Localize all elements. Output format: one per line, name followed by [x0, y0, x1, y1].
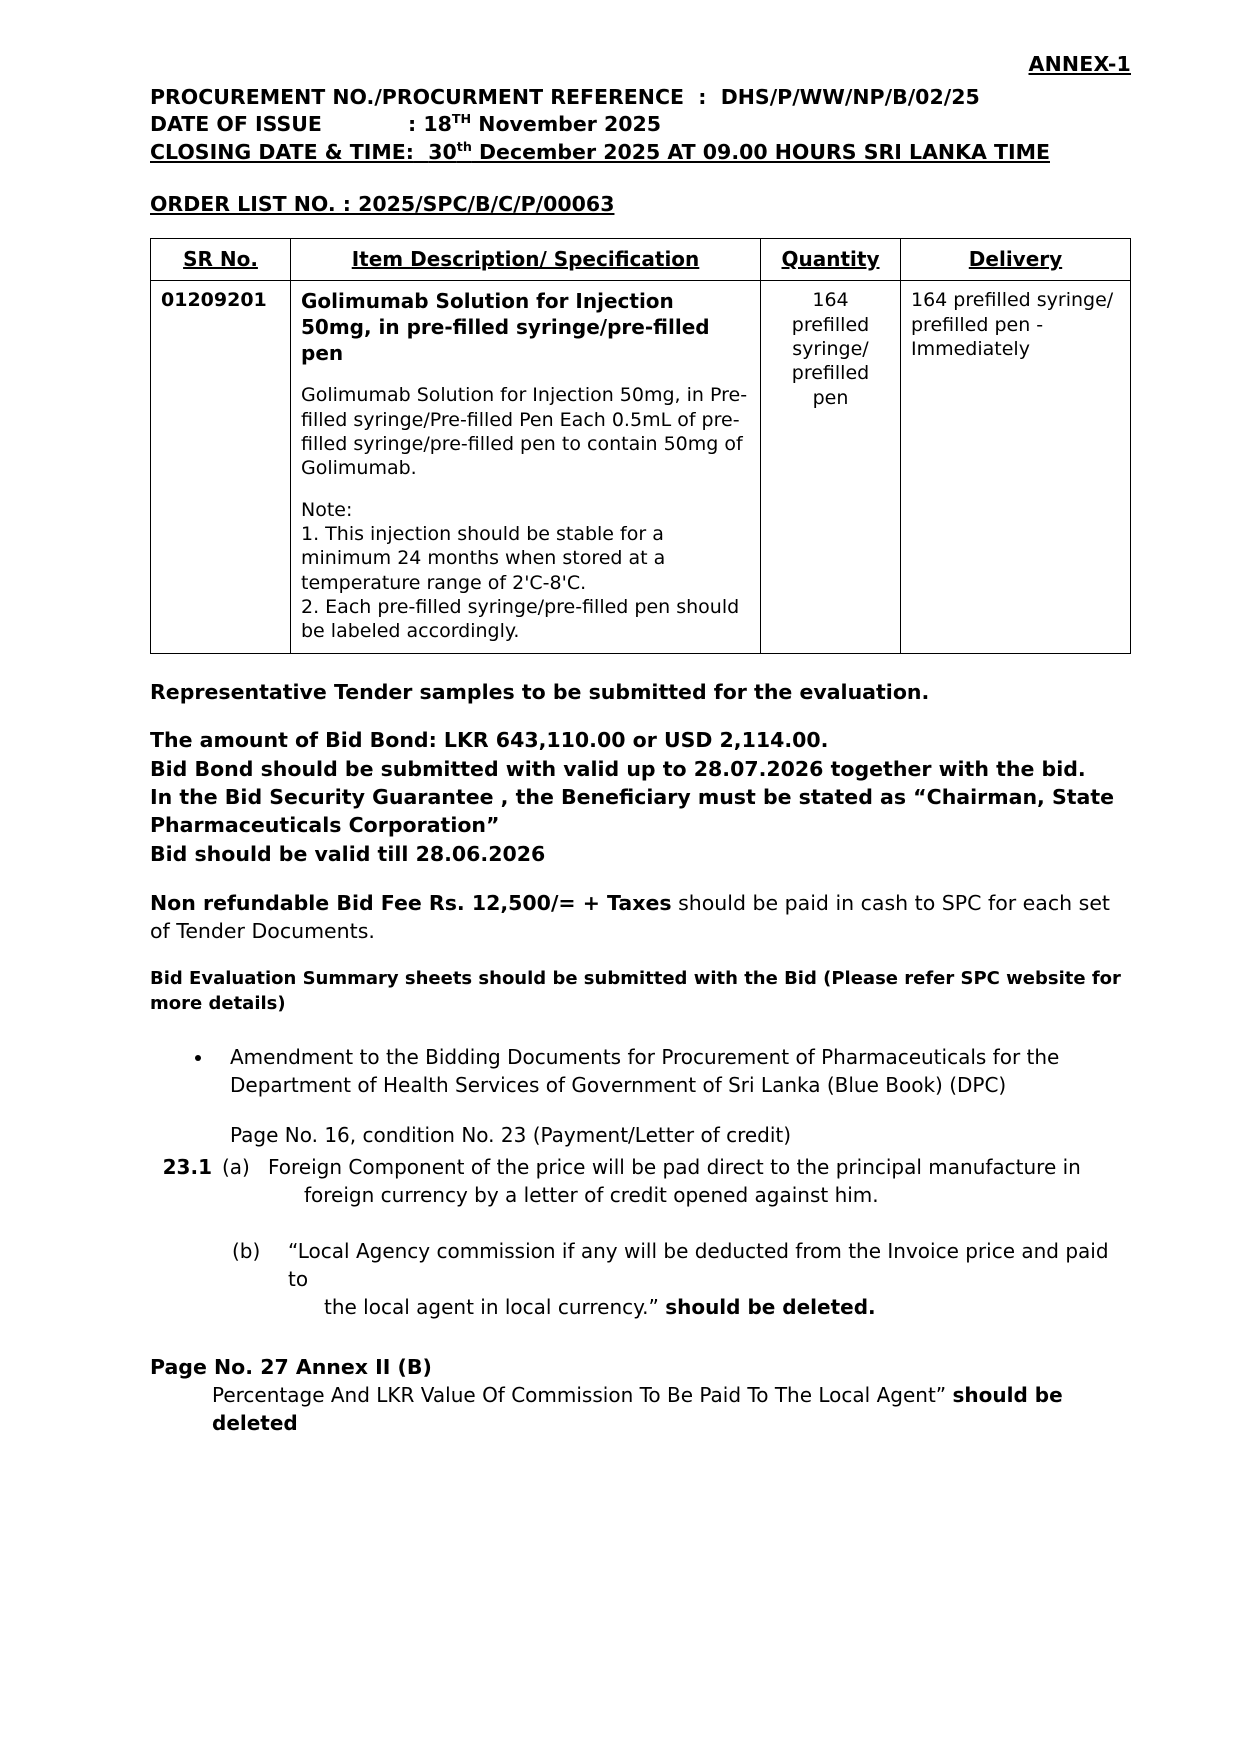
cell-delivery: 164 prefilled syringe/ prefilled pen - Immediately — [901, 281, 1131, 654]
page27-body: Percentage And LKR Value Of Commission To Be Paid To The Local Agent” — [212, 1382, 953, 1407]
column-header-description: Item Description/ Specification — [291, 238, 761, 281]
bid-bond-block — [150, 726, 1131, 867]
closing-date-rest: December 2025 AT 09.00 HOURS SRI LANKA TIME — [471, 139, 1050, 164]
amendment-bullet-list — [150, 1043, 1131, 1099]
closing-date-ordinal: th — [456, 138, 472, 154]
column-header-sr: SR No. — [151, 238, 291, 281]
bid-security-beneficiary: In the Bid Security Guarantee , the Beneficiary must be stated as “Chairman, State Pharmaceuticals Corporation” — [150, 785, 1115, 838]
bid-fee-note — [150, 890, 1131, 945]
procurement-reference-row — [150, 84, 1131, 111]
bid-bond-validity: Bid Bond should be submitted with valid up to 28.07.2026 together with the bid. — [150, 756, 1086, 781]
bid-validity: Bid should be valid till 28.06.2026 — [150, 841, 546, 866]
closing-date-label: CLOSING DATE & TIME: — [150, 139, 414, 164]
bid-fee-amount: Non refundable Bid Fee Rs. 12,500/= + Taxes — [150, 890, 672, 915]
date-of-issue-rest: November 2025 — [471, 112, 662, 137]
item-title: Golimumab Solution for Injection 50mg, in pre-filled syringe/pre-filled pen — [301, 289, 710, 366]
clause-b-line2-text: the local agent in local currency.” — [324, 1294, 666, 1319]
table-header-row — [151, 238, 1131, 281]
date-of-issue-label: DATE OF ISSUE — [150, 112, 322, 137]
item-note-heading: Note: — [301, 498, 353, 521]
cell-quantity: 164 prefilled syringe/ prefilled pen — [761, 281, 901, 654]
clause-letter-a: (a) — [222, 1154, 250, 1179]
item-note-1: 1. This injection should be stable for a minimum 24 months when stored at a temperature range of 2'C-8'C. — [301, 522, 666, 594]
annex-label-text: ANNEX-1 — [1028, 52, 1131, 76]
annex-label — [150, 52, 1131, 76]
clause-a-line2: foreign currency by a letter of credit opened against him. — [304, 1182, 879, 1207]
clause-a-body — [268, 1153, 1131, 1209]
clause-23-1-b — [150, 1237, 1131, 1321]
item-note-2: 2. Each pre-filled syringe/pre-filled pen should be labeled accordingly. — [301, 595, 740, 643]
items-table — [150, 238, 1131, 655]
bid-evaluation-note: Bid Evaluation Summary sheets should be submitted with the Bid (Please refer SPC website for more details) — [150, 968, 1121, 1015]
closing-date-day: 30 — [428, 139, 457, 164]
column-header-delivery: Delivery — [901, 238, 1131, 281]
page-reference-27-text — [212, 1381, 1131, 1437]
procurement-reference-label: PROCUREMENT NO./PROCURMENT REFERENCE : — [150, 85, 707, 109]
clause-number-spacer — [150, 1237, 222, 1321]
bid-fee-rest: should be paid in cash to SPC for each set of Tender Documents. — [150, 890, 1110, 943]
clause-23-1-a — [150, 1153, 1131, 1209]
procurement-reference-value: DHS/P/WW/NP/B/02/25 — [720, 85, 980, 109]
clause-a-line1: Foreign Component of the price will be pad direct to the principal manufacture in — [268, 1154, 1081, 1179]
item-notes — [301, 498, 750, 644]
header-block — [150, 84, 1131, 166]
list-item: • Amendment to the Bidding Documents for Procurement of Pharmaceuticals for the Department of Health Services of Government of Sri Lanka (Blue Book) (DPC) — [214, 1043, 1131, 1099]
date-of-issue-separator: : — [408, 112, 417, 137]
page-reference-16: Page No. 16, condition No. 23 (Payment/Letter of credit) — [230, 1122, 792, 1147]
order-list-number: ORDER LIST NO. : 2025/SPC/B/C/P/00063 — [150, 191, 615, 216]
cell-sr-no: 01209201 — [151, 281, 291, 654]
page27-deleted-note: should be deleted — [212, 1382, 1063, 1435]
clause-b-line1: “Local Agency commission if any will be deducted from the Invoice price and paid to — [288, 1238, 1109, 1291]
date-of-issue-ordinal: TH — [451, 111, 472, 127]
date-of-issue-day: 18 — [423, 112, 452, 137]
clause-number: 23.1 — [162, 1154, 212, 1179]
clause-b-body — [288, 1237, 1131, 1321]
tender-samples-note: Representative Tender samples to be submitted for the evaluation. — [150, 680, 930, 705]
item-paragraph: Golimumab Solution for Injection 50mg, in Pre-filled syringe/Pre-filled Pen Each 0.5mL of pre-filled syringe/pre-filled pen to contain 50mg of Golimumab. — [301, 384, 748, 480]
clause-b-deleted-note: should be deleted. — [665, 1294, 876, 1319]
table-row — [151, 281, 1131, 654]
date-of-issue-row — [150, 111, 1131, 138]
page-reference-27-title: Page No. 27 Annex II (B) — [150, 1354, 432, 1379]
clause-b-line2 — [324, 1293, 1131, 1321]
bid-bond-amount: The amount of Bid Bond: LKR 643,110.00 or USD 2,114.00. — [150, 728, 829, 753]
closing-date-row — [150, 139, 1131, 166]
clause-letter-b: (b) — [232, 1238, 261, 1263]
cell-item-description — [291, 281, 761, 654]
column-header-quantity: Quantity — [761, 238, 901, 281]
